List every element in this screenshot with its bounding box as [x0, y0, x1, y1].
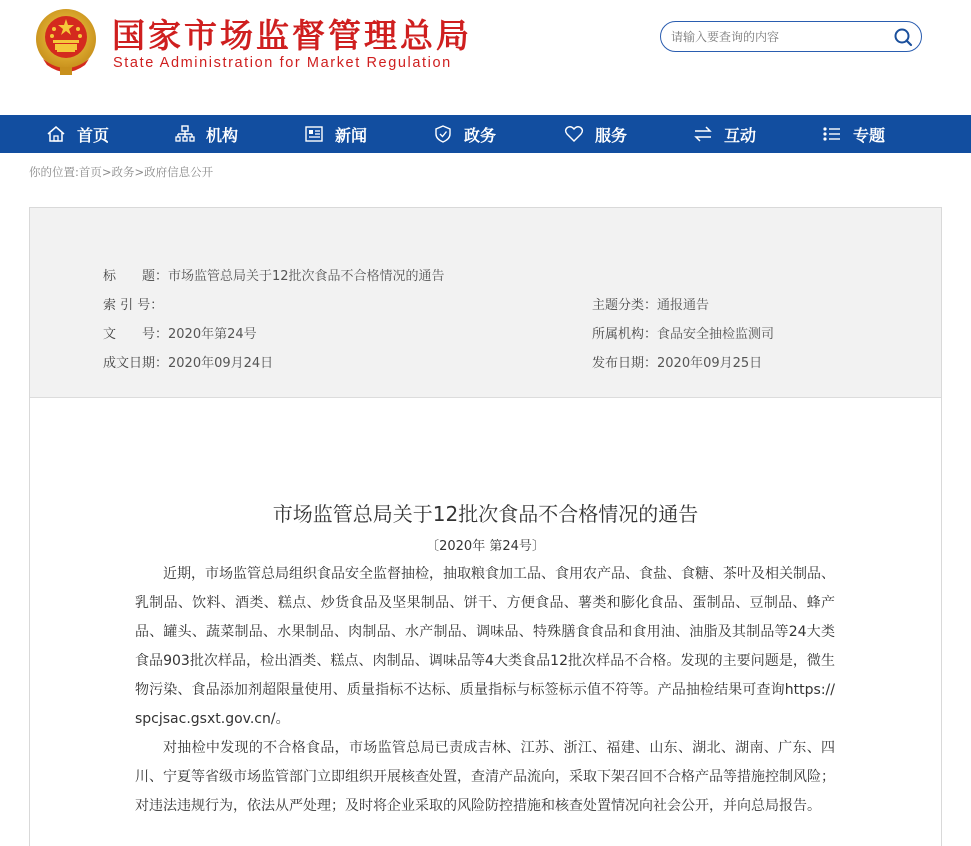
- home-icon: [46, 125, 66, 143]
- site-title: 国家市场监督管理总局: [112, 16, 472, 55]
- meta-topic-label: 主题分类：: [592, 298, 658, 313]
- nav-item-home[interactable]: [46, 115, 109, 153]
- breadcrumb-separator: >: [101, 165, 112, 179]
- meta-docno-row: [103, 323, 257, 342]
- breadcrumb-prefix: 你的位置:: [29, 165, 79, 179]
- exchange-icon: [693, 125, 713, 143]
- nav-item-service[interactable]: [564, 115, 627, 153]
- newspaper-icon: [304, 125, 324, 143]
- meta-title-value: 市场监管总局关于12批次食品不合格情况的通告: [168, 269, 445, 284]
- search-box: [660, 21, 922, 52]
- meta-topic-row: [592, 294, 709, 313]
- metadata-panel: [30, 208, 941, 398]
- breadcrumb-link-affairs[interactable]: 政务: [111, 165, 135, 179]
- meta-created-row: [103, 352, 273, 371]
- content-frame: [29, 207, 942, 846]
- nav-label: 机构: [206, 125, 239, 145]
- meta-agency-value: 食品安全抽检监测司: [657, 327, 775, 342]
- meta-title-row: [103, 265, 445, 284]
- search-icon[interactable]: [893, 27, 913, 47]
- nav-label: 政务: [464, 125, 497, 145]
- meta-published-value: 2020年09月25日: [657, 356, 763, 371]
- article-doc-number: 〔2020年 第24号〕: [426, 539, 545, 554]
- meta-agency-row: [592, 323, 774, 342]
- article-paragraph: 对抽检中发现的不合格食品，市场监管总局已责成吉林、江苏、浙江、福建、山东、湖北、湖南、广东、四川、宁夏等省级市场监管部门立即组织开展核查处置，查清产品流向，采取下架召回不合格产品等措施控制风险；对违法违规行为，依法从严处理；及时将企业采取的风险防控措施和核查处置情况向社会公开，并向总局报告。: [135, 740, 835, 814]
- meta-created-label: 成文日期：: [103, 356, 169, 371]
- site-header: [0, 0, 971, 115]
- nav-item-topics[interactable]: [822, 115, 885, 153]
- search-input[interactable]: [671, 27, 886, 47]
- meta-title-label: 标 题：: [103, 269, 169, 284]
- breadcrumb: [29, 164, 213, 180]
- meta-published-row: [592, 352, 762, 371]
- breadcrumb-separator: >: [134, 165, 145, 179]
- breadcrumb-link-disclosure[interactable]: 政府信息公开: [144, 165, 214, 179]
- nav-label: 专题: [853, 125, 886, 145]
- list-icon: [822, 125, 842, 143]
- meta-published-label: 发布日期：: [592, 356, 658, 371]
- nav-item-interact[interactable]: [693, 115, 756, 153]
- nav-label: 服务: [595, 125, 628, 145]
- national-emblem-icon[interactable]: [33, 7, 99, 77]
- meta-docno-label: 文 号：: [103, 327, 169, 342]
- meta-agency-label: 所属机构：: [592, 327, 658, 342]
- site-subtitle: State Administration for Market Regulation: [113, 55, 452, 71]
- nav-label: 新闻: [335, 125, 368, 145]
- article-title: 市场监管总局关于12批次食品不合格情况的通告: [272, 502, 699, 526]
- article-paragraph: 近期，市场监管总局组织食品安全监督抽检，抽取粮食加工品、食用农产品、食盐、食糖、茶叶及相关制品、乳制品、饮料、酒类、糕点、炒货食品及坚果制品、饼干、方便食品、薯类和膨化食品、蛋制品、豆制品、蜂产品、罐头、蔬菜制品、水果制品、肉制品、水产制品、调味品、特殊膳食食品和食用油、油脂及其制品等24大类食品903批次样品，检出酒类、糕点、肉制品、调味品等4大类食品12批次样品不合格。发现的主要问题是，微生物污染、食品添加剂超限量使用、质量指标不达标、质量指标与标签标示值不符等。产品抽检结果可查询https://spcjsac.gsxt.gov.cn/。: [135, 566, 835, 727]
- meta-index-label: 索 引 号：: [103, 298, 164, 313]
- nav-item-news[interactable]: [304, 115, 367, 153]
- shield-icon: [433, 125, 453, 143]
- org-chart-icon: [175, 125, 195, 143]
- meta-topic-value: 通报通告: [657, 298, 710, 313]
- main-nav: [0, 115, 971, 153]
- nav-label: 首页: [77, 125, 110, 145]
- meta-index-row: [103, 294, 163, 313]
- nav-label: 互动: [724, 125, 757, 145]
- meta-created-value: 2020年09月24日: [168, 356, 274, 371]
- meta-docno-value: 2020年第24号: [168, 327, 257, 342]
- nav-item-org[interactable]: [175, 115, 238, 153]
- heart-icon: [564, 125, 584, 143]
- nav-item-affairs[interactable]: [433, 115, 496, 153]
- breadcrumb-link-home[interactable]: 首页: [78, 165, 102, 179]
